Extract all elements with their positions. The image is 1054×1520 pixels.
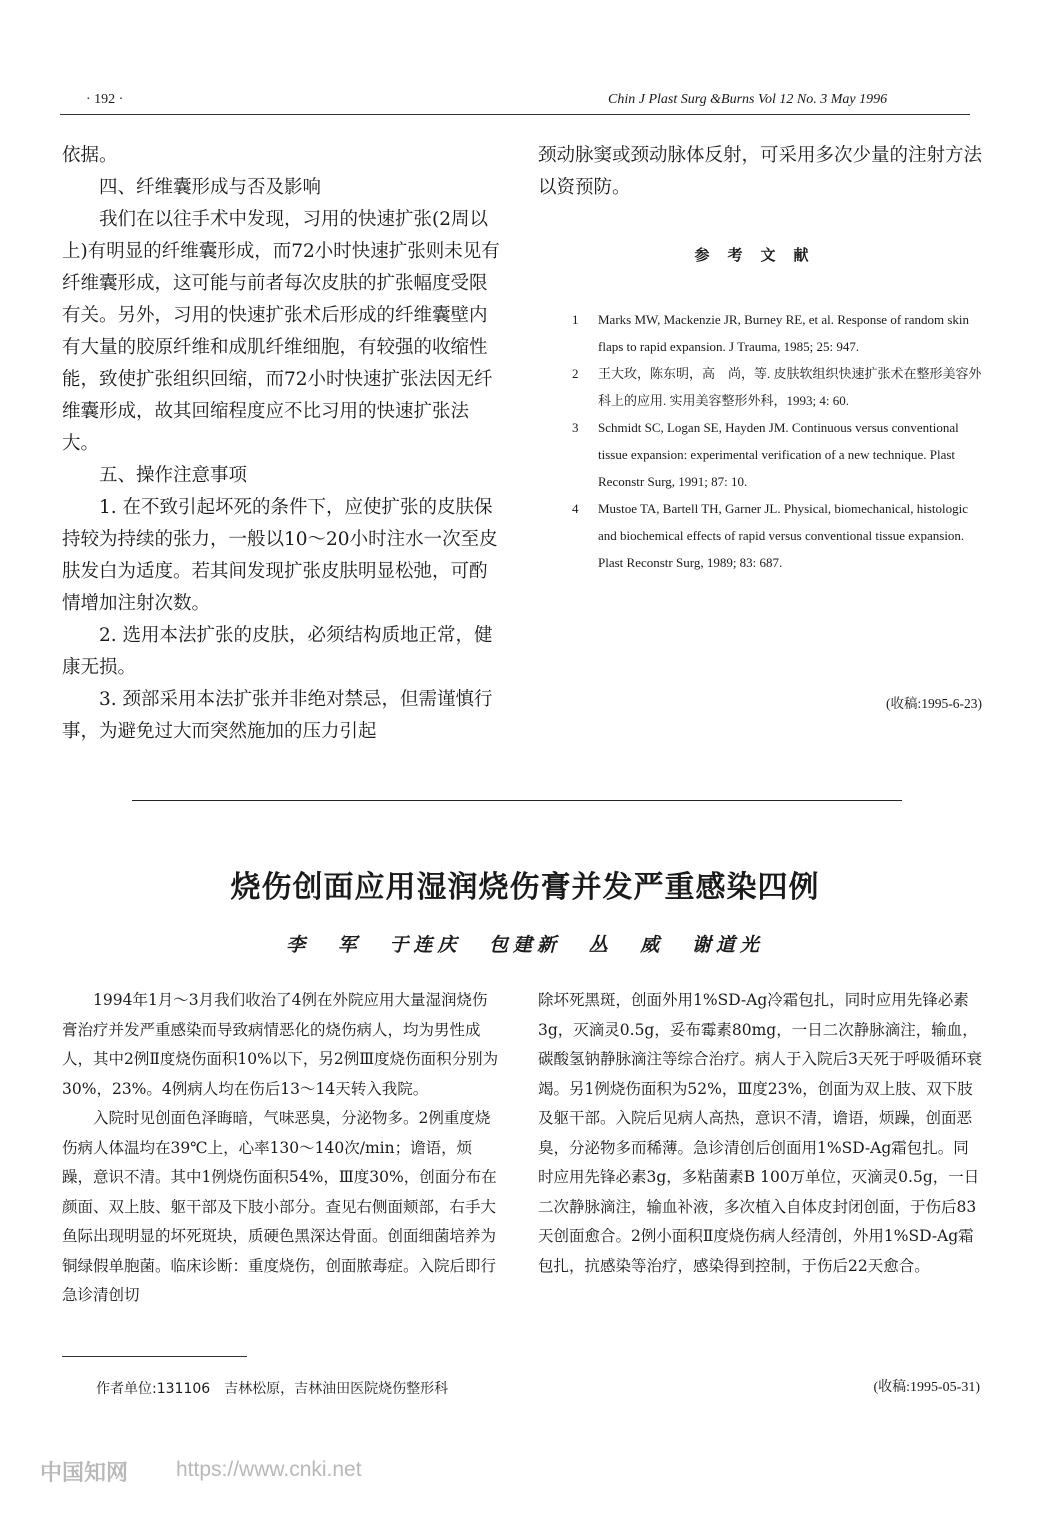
article-right-column — [538, 986, 983, 1281]
paragraph: 1994年1月～3月我们收治了4例在外院应用大量湿润烧伤膏治疗并发严重感染而导致病情恶化的烧伤病人，均为男性成人，其中2例Ⅱ度烧伤面积10%以下，另2例Ⅲ度烧伤面积分别为30%，23%。4例病人均在伤后13～14天转入我院。 — [62, 991, 499, 1098]
reference-text: Mustoe TA, Bartell TH, Garner JL. Physical, biomechanical, histologic and biochemical effects of rapid versus conventional tissue expansion. Plast Reconstr Surg, 1989; 83: 687. — [598, 501, 968, 570]
paragraph: 颈动脉窦或颈动脉体反射，可采用多次少量的注射方法以资预防。 — [538, 145, 983, 198]
reference-text: 王大玫，陈东明，高 尚，等. 皮肤软组织快速扩张术在整形美容外科上的应用. 实用美容整形外科，1993; 4: 60. — [598, 366, 982, 408]
reference-item — [572, 414, 982, 495]
paragraph: 1. 在不致引起坏死的条件下，应使扩张的皮肤保持较为持续的张力，一般以10～20小时注水一次至皮肤发白为适度。若其间发现扩张皮肤明显松弛，可酌情增加注射次数。 — [62, 497, 498, 614]
article-separator — [132, 800, 902, 801]
header-rule — [60, 114, 970, 115]
reference-number: 1 — [572, 312, 579, 327]
paragraph: 3. 颈部采用本法扩张并非绝对禁忌，但需谨慎行事，为避免过大而突然施加的压力引起 — [62, 689, 493, 742]
article-title: 烧伤创面应用湿润烧伤膏并发严重感染四例 — [230, 870, 820, 905]
received-date: (收稿:1995-05-31) — [873, 1380, 980, 1395]
cnki-logo-watermark: 中国知网 — [40, 1461, 129, 1486]
page-number: · 192 · — [86, 92, 124, 107]
reference-item — [572, 306, 982, 360]
references-heading: 参考文献 — [694, 246, 827, 264]
reference-item — [572, 495, 982, 576]
article-authors: 李 军 于连庆 包建新 丛 威 谢道光 — [286, 934, 764, 956]
article-left-column — [62, 986, 502, 1311]
prev-article-right-column — [538, 140, 983, 204]
paragraph: 我们在以往手术中发现，习用的快速扩张(2周以上)有明显的纤维囊形成，而72小时快速扩张则未见有纤维囊形成，这可能与前者每次皮肤的扩张幅度受限有关。另外，习用的快速扩张术后形成的纤维囊壁内有大量的胶原纤维和成肌纤维细胞，有较强的收缩性能，致使扩张组织回缩，而72小时快速扩张法因无纤维囊形成，故其回缩程度应不比习用的快速扩张法大。 — [62, 209, 500, 454]
reference-number: 4 — [572, 501, 579, 516]
paragraph: 2. 选用本法扩张的皮肤，必须结构质地正常，健康无损。 — [62, 625, 493, 678]
journal-header: Chin J Plast Surg &Burns Vol 12 No. 3 May 1996 — [608, 92, 888, 107]
cnki-url-watermark: https://www.cnki.net — [176, 1458, 362, 1481]
paragraph: 除坏死黑斑，创面外用1%SD-Ag冷霜包扎，同时应用先锋必素3g，灭滴灵0.5g，妥布霉素80mg，一日二次静脉滴注，输血，碳酸氢钠静脉滴注等综合治疗。病人于入院后3天死于呼吸循环衰竭。另1例烧伤面积为52%，Ⅲ度23%，创面为双上肢、双下肢及躯干部。入院后见病人高热，意识不清，谵语，烦躁，创面恶臭，分泌物多而稀薄。急诊清创后创面用1%SD-Ag霜包扎。同时应用先锋必素3g，多粘菌素B 100万单位，灭滴灵0.5g，一日二次静脉滴注，输血补液，多次植入自体皮封闭创面，于伤后83天创面愈合。2例小面积Ⅱ度烧伤病人经清创，外用1%SD-Ag霜包扎，抗感染等治疗，感染得到控制，于伤后22天愈合。 — [538, 991, 982, 1275]
reference-number: 2 — [572, 366, 579, 381]
paragraph: 入院时见创面色泽晦暗，气味恶臭，分泌物多。2例重度烧伤病人体温均在39℃上，心率130～140次/min；谵语，烦躁，意识不清。其中1例烧伤面积54%，Ⅲ度30%，创面分布在颜面、双上肢、躯干部及下肢小部分。查见右侧面颊部，右手大鱼际出现明显的坏死斑块，质硬色黑深达骨面。创面细菌培养为铜绿假单胞菌。临床诊断：重度烧伤，创面脓毒症。入院后即行急诊清创切 — [62, 1109, 497, 1304]
paragraph: 依据。 — [62, 145, 118, 166]
prev-article-left-column — [62, 140, 502, 748]
reference-number: 3 — [572, 420, 579, 435]
section-heading: 四、纤维囊形成与否及影响 — [99, 177, 322, 198]
reference-text: Schmidt SC, Logan SE, Hayden JM. Continuous versus conventional tissue expansion: experimental verification of a new technique. Plast Reconstr Surg, 1991; 87: 10. — [598, 420, 959, 489]
author-affiliation-footnote: 作者单位:131106 吉林松原，吉林油田医院烧伤整形科 — [96, 1381, 449, 1397]
received-date: (收稿:1995-6-23) — [886, 696, 982, 711]
reference-list — [572, 306, 982, 576]
section-heading: 五、操作注意事项 — [99, 465, 248, 486]
reference-text: Marks MW, Mackenzie JR, Burney RE, et al. Response of random skin flaps to rapid expansion. J Trauma, 1985; 25: 947. — [598, 312, 970, 354]
footnote-rule — [62, 1356, 247, 1357]
reference-item — [572, 360, 982, 414]
